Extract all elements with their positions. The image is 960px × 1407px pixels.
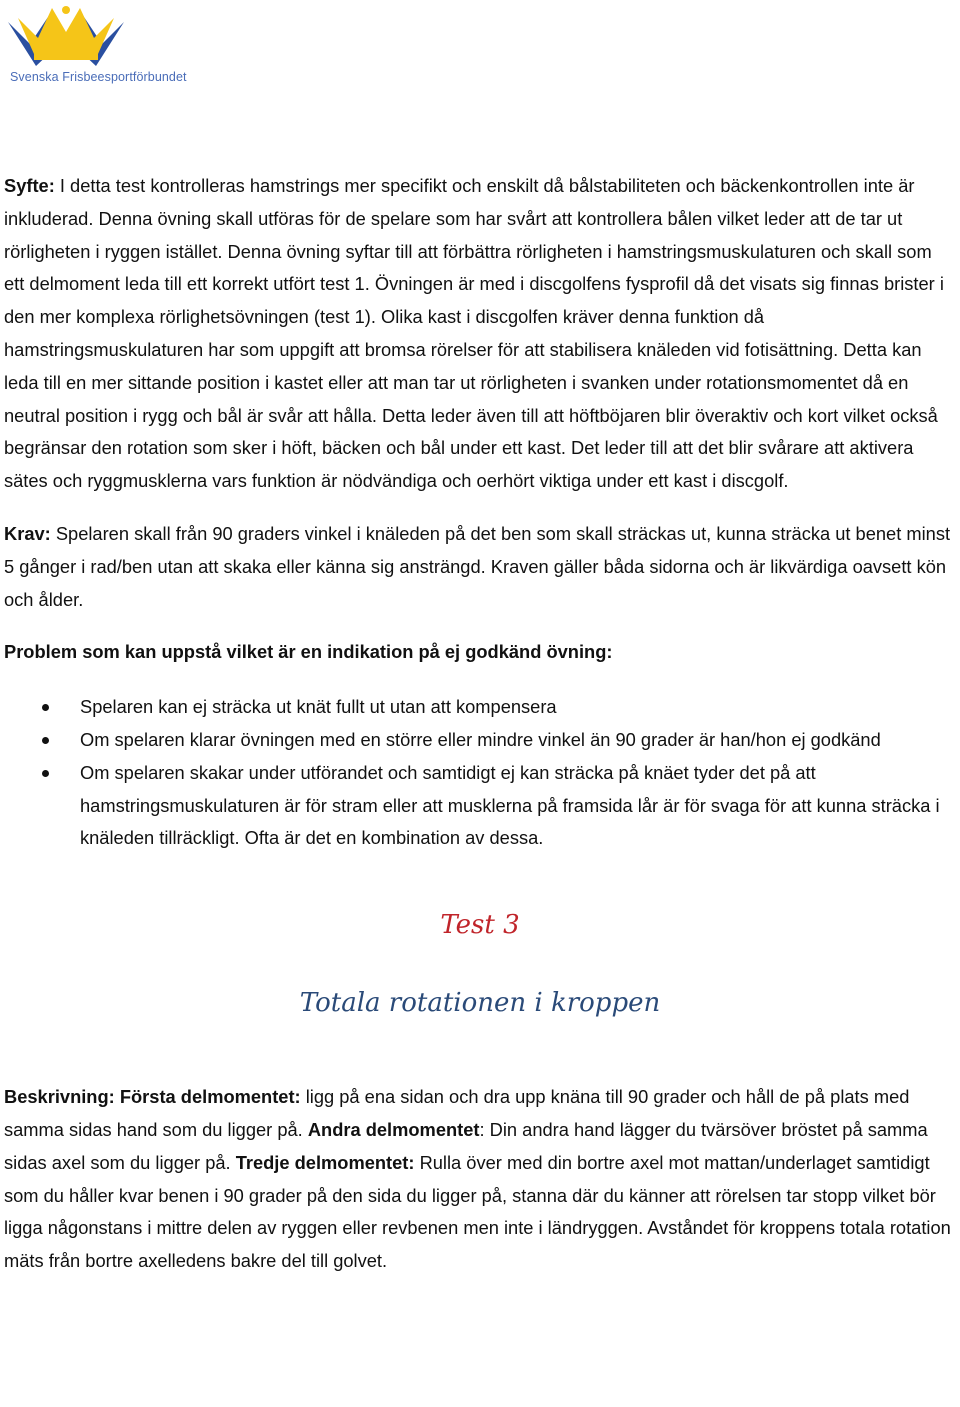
krav-text: Spelaren skall från 90 graders vinkel i knäleden på det ben som skall sträckas ut, kunna sträcka ut benet minst 5 gånger i rad/ben utan att skaka eller känna sig ansträngd. Kraven gäller båda sidorna och är likvärdiga oavsett kön och ålder.: [4, 522, 951, 610]
logo-text: Svenska Frisbeesportförbundet: [10, 70, 187, 84]
beskrivning-paragraph: [4, 1081, 956, 1278]
step3-text: Rulla över med din bortre axel mot mattan/underlaget samtidigt som du håller kvar benen i 90 grader på den sida du ligger på, stanna där du känner att rörelsen tar stopp vilket bör ligga någonstans i mittre delen av ryggen eller revbenen men inte i ländryggen. Avståndet för kroppens totala rotation mäts från bortre axelledens bakre del till golvet.: [4, 1151, 951, 1272]
document-body: [4, 170, 956, 1298]
step2-label: Andra delmomentet: [307, 1118, 480, 1140]
problem-heading: Problem som kan uppstå vilket är en indikation på ej godkänd övning:: [4, 641, 613, 663]
problem-list: [4, 691, 956, 855]
step1-text: ligg på ena sidan och dra upp knäna till 90 grader och håll de på plats med samma sidas hand som du ligger på.: [4, 1086, 910, 1140]
test-subtitle: Totala rotationen i kroppen: [299, 988, 661, 1019]
list-item: Om spelaren skakar under utförandet och samtidigt ej kan sträcka på knäet tyder det på att hamstringsmuskulaturen är för stram eller att musklerna på framsida lår är för svaga för att kunna sträcka i knäleden tillräckligt. Ofta är det en kombination av dessa.: [80, 757, 956, 855]
list-item: Spelaren kan ej sträcka ut knät fullt ut utan att kompensera: [80, 691, 956, 724]
crown-logo-graphic: [6, 4, 126, 70]
federation-logo: [6, 4, 220, 90]
step3-label: Tredje delmomentet:: [235, 1151, 415, 1173]
syfte-text: I detta test kontrolleras hamstrings mer specifikt och enskilt då bålstabiliteten och bäckenkontrollen inte är inkluderad. Denna övning skall utföras för de spelare som har svårt att kontrollera bålen vilket leder att de tar ut rörligheten i ryggen istället. Denna övning syftar till att förbättra rörligheten i hamstringsmuskulaturen och skall som ett delmoment leda till ett korrekt utfört test 1. Övningen är med i discgolfens fysprofil då det visats sig finnas brister i den mer komplexa rörlighetsövningen (test 1). Olika kast i discgolfen kräver denna funktion då hamstringsmuskulaturen har som uppgift att bromsa rörelser för att stabilisera knäleden vid fotisättning. Detta kan leda till en mer sittande position i kastet eller att man tar ut rörligheten i svanken under rotationsmomentet då en neutral position i rygg och bål är svår att hålla. Detta leder även till att höftböjaren blir överaktiv och kort vilket också begränsar den rotation som sker i höft, bäcken och bål under ett kast. Det leder till att det blir svårare att aktivera sätes och ryggmusklerna vars funktion är nödvändiga och oerhört viktiga under ett kast i discgolf.: [4, 175, 944, 492]
step1-label: Första delmomentet:: [119, 1086, 301, 1108]
step2-text: : Din andra hand lägger du tvärsöver bröstet på samma sidas axel som du ligger på.: [4, 1118, 928, 1173]
list-item: Om spelaren klarar övningen med en större eller mindre vinkel än 90 grader är han/hon ej godkänd: [80, 724, 956, 757]
syfte-paragraph: [4, 170, 956, 498]
test-title: Test 3: [440, 910, 520, 941]
syfte-label: Syfte:: [4, 175, 55, 196]
krav-paragraph: [4, 518, 956, 616]
krav-label: Krav:: [4, 522, 51, 544]
beskrivning-label: Beskrivning:: [4, 1086, 115, 1108]
